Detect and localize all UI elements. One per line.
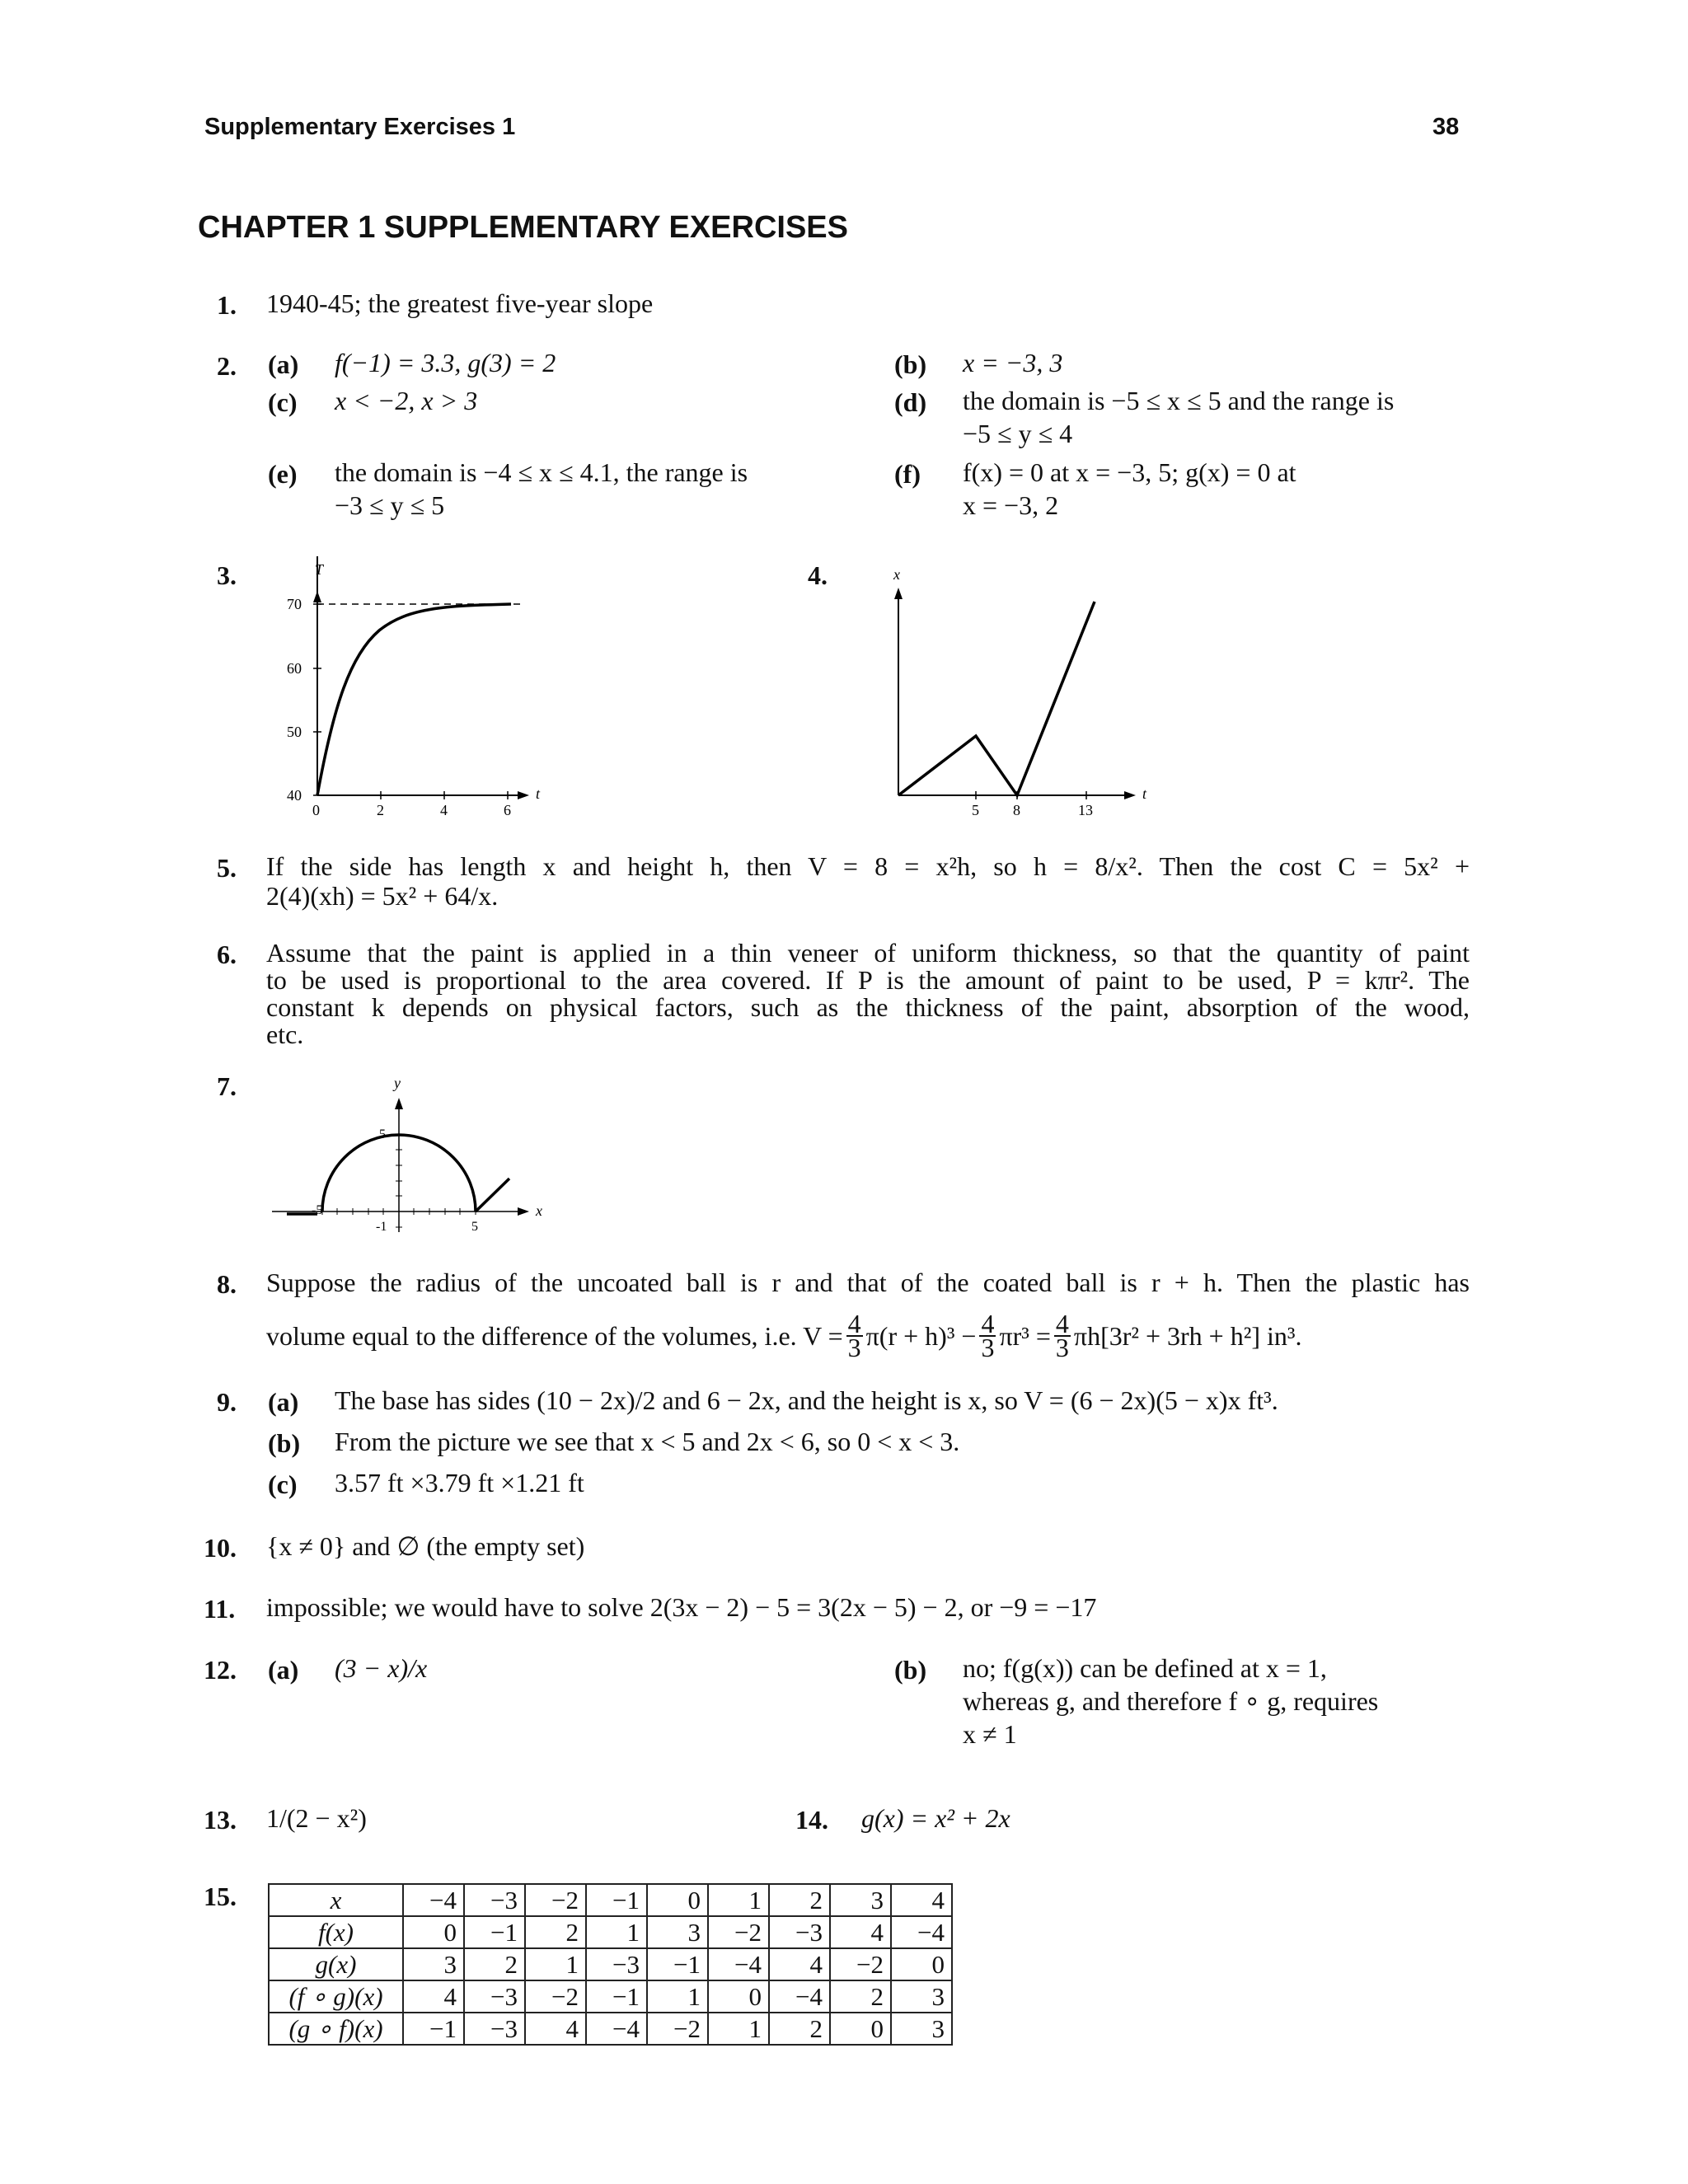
graph-temperature-curve (264, 556, 560, 828)
table-cell: 0 (647, 1884, 708, 1916)
answer-text: 3.57 ft ×3.79 ft ×1.21 ft (335, 1468, 584, 1497)
exercise-number: 8. (217, 1269, 237, 1299)
table-cell: 4 (891, 1884, 952, 1916)
part-label: (b) (894, 1655, 927, 1685)
formula-text: πh[3r² + 3rh + h²] in³. (1073, 1321, 1302, 1351)
answer-text: x ≠ 1 (963, 1719, 1017, 1749)
table-row (269, 1948, 952, 1980)
tick-label: 13 (1078, 802, 1093, 818)
table-cell: 3 (403, 1948, 464, 1980)
answer-text: f(−1) = 3.3, g(3) = 2 (335, 348, 556, 377)
table-cell: −3 (464, 2013, 525, 2045)
arrow-icon (1124, 791, 1136, 799)
table-cell: 3 (891, 2013, 952, 2045)
answer-text: −5 ≤ y ≤ 4 (963, 419, 1073, 448)
fraction (1054, 1309, 1071, 1362)
exercise-number: 7. (217, 1071, 237, 1101)
exercise-number: 3. (217, 560, 237, 590)
graph-semicircle-piecewise (272, 1071, 569, 1244)
table-cell: 0 (891, 1948, 952, 1980)
answer-text: x = −3, 3 (963, 348, 1063, 377)
table-cell: 3 (647, 1916, 708, 1948)
fraction-numerator: 4 (847, 1309, 861, 1338)
tick-label: 0 (312, 802, 320, 818)
fraction-denominator: 3 (1055, 1333, 1069, 1362)
table-cell: 2 (769, 2013, 830, 2045)
part-label: (c) (268, 1469, 298, 1499)
part-label: (c) (268, 387, 298, 417)
exercise-number: 1. (217, 290, 237, 320)
tick-label: 4 (440, 802, 448, 818)
exercise-number: 11. (204, 1594, 236, 1624)
table-cell: −2 (708, 1916, 769, 1948)
answer-text: {x ≠ 0} and ∅ (the empty set) (266, 1531, 585, 1561)
table-cell: 2 (769, 1884, 830, 1916)
part-label: (a) (268, 1387, 299, 1417)
answer-text: 1/(2 − x²) (266, 1803, 367, 1833)
tick-label: 40 (287, 787, 302, 804)
table-cell: −3 (464, 1884, 525, 1916)
table-cell: −2 (525, 1884, 586, 1916)
tick-label: 5 (379, 1127, 386, 1141)
exercise-number: 9. (217, 1387, 237, 1417)
arrow-icon (395, 1098, 403, 1109)
axis-label: T (315, 561, 324, 578)
table-cell: 2 (464, 1948, 525, 1980)
answer-text: x = −3, 2 (963, 490, 1059, 520)
arrow-icon (518, 1207, 529, 1216)
answer-text: 2(4)(xh) = 5x² + 64/x. (266, 881, 499, 911)
exercise-number: 13. (204, 1805, 237, 1835)
table-cell: 4 (525, 2013, 586, 2045)
table-cell: −1 (647, 1948, 708, 1980)
tick-label: -5 (312, 1203, 323, 1217)
answer-text: 1940-45; the greatest five-year slope (266, 288, 654, 318)
table-cell: 1 (647, 1980, 708, 2013)
part-label: (b) (268, 1428, 301, 1458)
tick-label: 50 (287, 724, 302, 740)
part-label: (a) (268, 1655, 299, 1685)
exercise-number: 15. (204, 1882, 237, 1911)
tick-label: 2 (377, 802, 384, 818)
exercise-number: 2. (217, 351, 237, 381)
table-cell: −1 (586, 1980, 647, 2013)
axis-label: x (893, 566, 900, 583)
formula-text: volume equal to the difference of the volumes, i.e. V = (266, 1321, 843, 1351)
table-cell: 1 (586, 1916, 647, 1948)
table-cell: −2 (647, 2013, 708, 2045)
table-cell: 4 (830, 1916, 891, 1948)
tick-label: 70 (287, 596, 302, 612)
table-cell: 0 (830, 2013, 891, 2045)
table-cell: −3 (464, 1980, 525, 2013)
axis-label: t (1142, 785, 1147, 802)
answer-text: The base has sides (10 − 2x)/2 and 6 − 2x, and the height is x, so V = (6 − 2x)(5 − x)x ft³. (335, 1385, 1278, 1415)
table-cell: −1 (586, 1884, 647, 1916)
answer-text: (3 − x)/x (335, 1653, 428, 1683)
table-cell: −1 (464, 1916, 525, 1948)
table-cell: 2 (525, 1916, 586, 1948)
row-header: (f ∘ g)(x) (269, 1980, 403, 2013)
fraction (979, 1309, 996, 1362)
table-cell: −2 (830, 1948, 891, 1980)
chapter-title: CHAPTER 1 SUPPLEMENTARY EXERCISES (198, 210, 849, 245)
table-cell: 3 (830, 1884, 891, 1916)
row-header: g(x) (269, 1948, 403, 1980)
page-number: 38 (1432, 114, 1460, 140)
answer-text: If the side has length x and height h, then V = 8 = x²h, so h = 8/x². Then the cost C = 5x² + (266, 851, 1470, 881)
part-label: (b) (894, 349, 927, 379)
composition-table (268, 1883, 953, 2046)
exercise-number: 5. (217, 853, 237, 883)
fraction-numerator: 4 (1055, 1309, 1069, 1338)
answer-text: impossible; we would have to solve 2(3x − 2) − 5 = 3(2x − 5) − 2, or −9 = −17 (266, 1592, 1097, 1622)
table-cell: −3 (586, 1948, 647, 1980)
formula-line (266, 1309, 1302, 1362)
part-label: (d) (894, 387, 927, 417)
tick-label: 8 (1013, 802, 1020, 818)
answer-text: no; f(g(x)) can be defined at x = 1, (963, 1653, 1327, 1683)
table-row (269, 2013, 952, 2045)
table-cell: 1 (525, 1948, 586, 1980)
graph-piecewise-position (865, 556, 1179, 828)
arrow-icon (518, 791, 529, 799)
answer-text: x < −2, x > 3 (335, 386, 478, 415)
table-cell: −4 (403, 1884, 464, 1916)
answer-text: etc. (266, 1019, 304, 1049)
table-cell: −4 (769, 1980, 830, 2013)
table-cell: −2 (525, 1980, 586, 2013)
answer-text: constant k depends on physical factors, such as the thickness of the paint, absorption of the wood, (266, 992, 1470, 1022)
tick-label: 60 (287, 660, 302, 677)
exercise-number: 14. (795, 1805, 828, 1835)
table-cell: −3 (769, 1916, 830, 1948)
tick-label: 5 (471, 1220, 478, 1234)
axis-label: x (536, 1202, 542, 1219)
answer-text: −3 ≤ y ≤ 5 (335, 490, 445, 520)
exercise-number: 6. (217, 940, 237, 969)
running-header: Supplementary Exercises 1 (204, 114, 516, 140)
table-cell: −4 (708, 1948, 769, 1980)
tick-label: -1 (376, 1220, 387, 1234)
formula-text: πr³ = (999, 1321, 1051, 1351)
row-header: f(x) (269, 1916, 403, 1948)
answer-text: g(x) = x² + 2x (861, 1803, 1010, 1833)
fraction (846, 1309, 863, 1362)
table-cell: 1 (708, 2013, 769, 2045)
answer-text: Assume that the paint is applied in a thin veneer of uniform thickness, so that the quantity of paint (266, 938, 1470, 968)
tick-label: 5 (972, 802, 979, 818)
table-cell: 3 (891, 1980, 952, 2013)
exercise-number: 12. (204, 1655, 237, 1685)
answer-text: the domain is −5 ≤ x ≤ 5 and the range is (963, 386, 1395, 415)
axis-label: t (536, 785, 541, 802)
answer-text: From the picture we see that x < 5 and 2x < 6, so 0 < x < 3. (335, 1427, 960, 1456)
exercise-number: 10. (204, 1533, 237, 1563)
row-header: (g ∘ f)(x) (269, 2013, 403, 2045)
part-label: (e) (268, 459, 298, 489)
table-cell: 4 (769, 1948, 830, 1980)
answer-text: to be used is proportional to the area covered. If P is the amount of paint to be used, P = kπr². The (266, 965, 1470, 995)
part-label: (a) (268, 349, 299, 379)
axis-label: y (394, 1075, 401, 1091)
answer-text: the domain is −4 ≤ x ≤ 4.1, the range is (335, 457, 748, 487)
fraction-denominator: 3 (981, 1333, 995, 1362)
table-cell: 0 (403, 1916, 464, 1948)
answer-text: f(x) = 0 at x = −3, 5; g(x) = 0 at (963, 457, 1296, 487)
table-cell: 4 (403, 1980, 464, 2013)
fraction-numerator: 4 (981, 1309, 995, 1338)
table-cell: −4 (586, 2013, 647, 2045)
table-cell: −4 (891, 1916, 952, 1948)
formula-text: π(r + h)³ − (865, 1321, 977, 1351)
table-cell: 2 (830, 1980, 891, 2013)
table-row (269, 1916, 952, 1948)
arrow-icon (894, 588, 903, 599)
table-cell: 1 (708, 1884, 769, 1916)
exercise-number: 4. (808, 560, 828, 590)
table-cell: −1 (403, 2013, 464, 2045)
fraction-denominator: 3 (847, 1333, 861, 1362)
row-header: x (269, 1884, 403, 1916)
part-label: (f) (894, 459, 921, 489)
table-cell: 0 (708, 1980, 769, 2013)
tick-label: 6 (504, 802, 511, 818)
table-row (269, 1884, 952, 1916)
table-row (269, 1980, 952, 2013)
answer-text: whereas g, and therefore f ∘ g, requires (963, 1686, 1379, 1716)
answer-text: Suppose the radius of the uncoated ball is r and that of the coated ball is r + h. Then the plastic has (266, 1268, 1470, 1297)
arrow-icon (313, 591, 321, 602)
